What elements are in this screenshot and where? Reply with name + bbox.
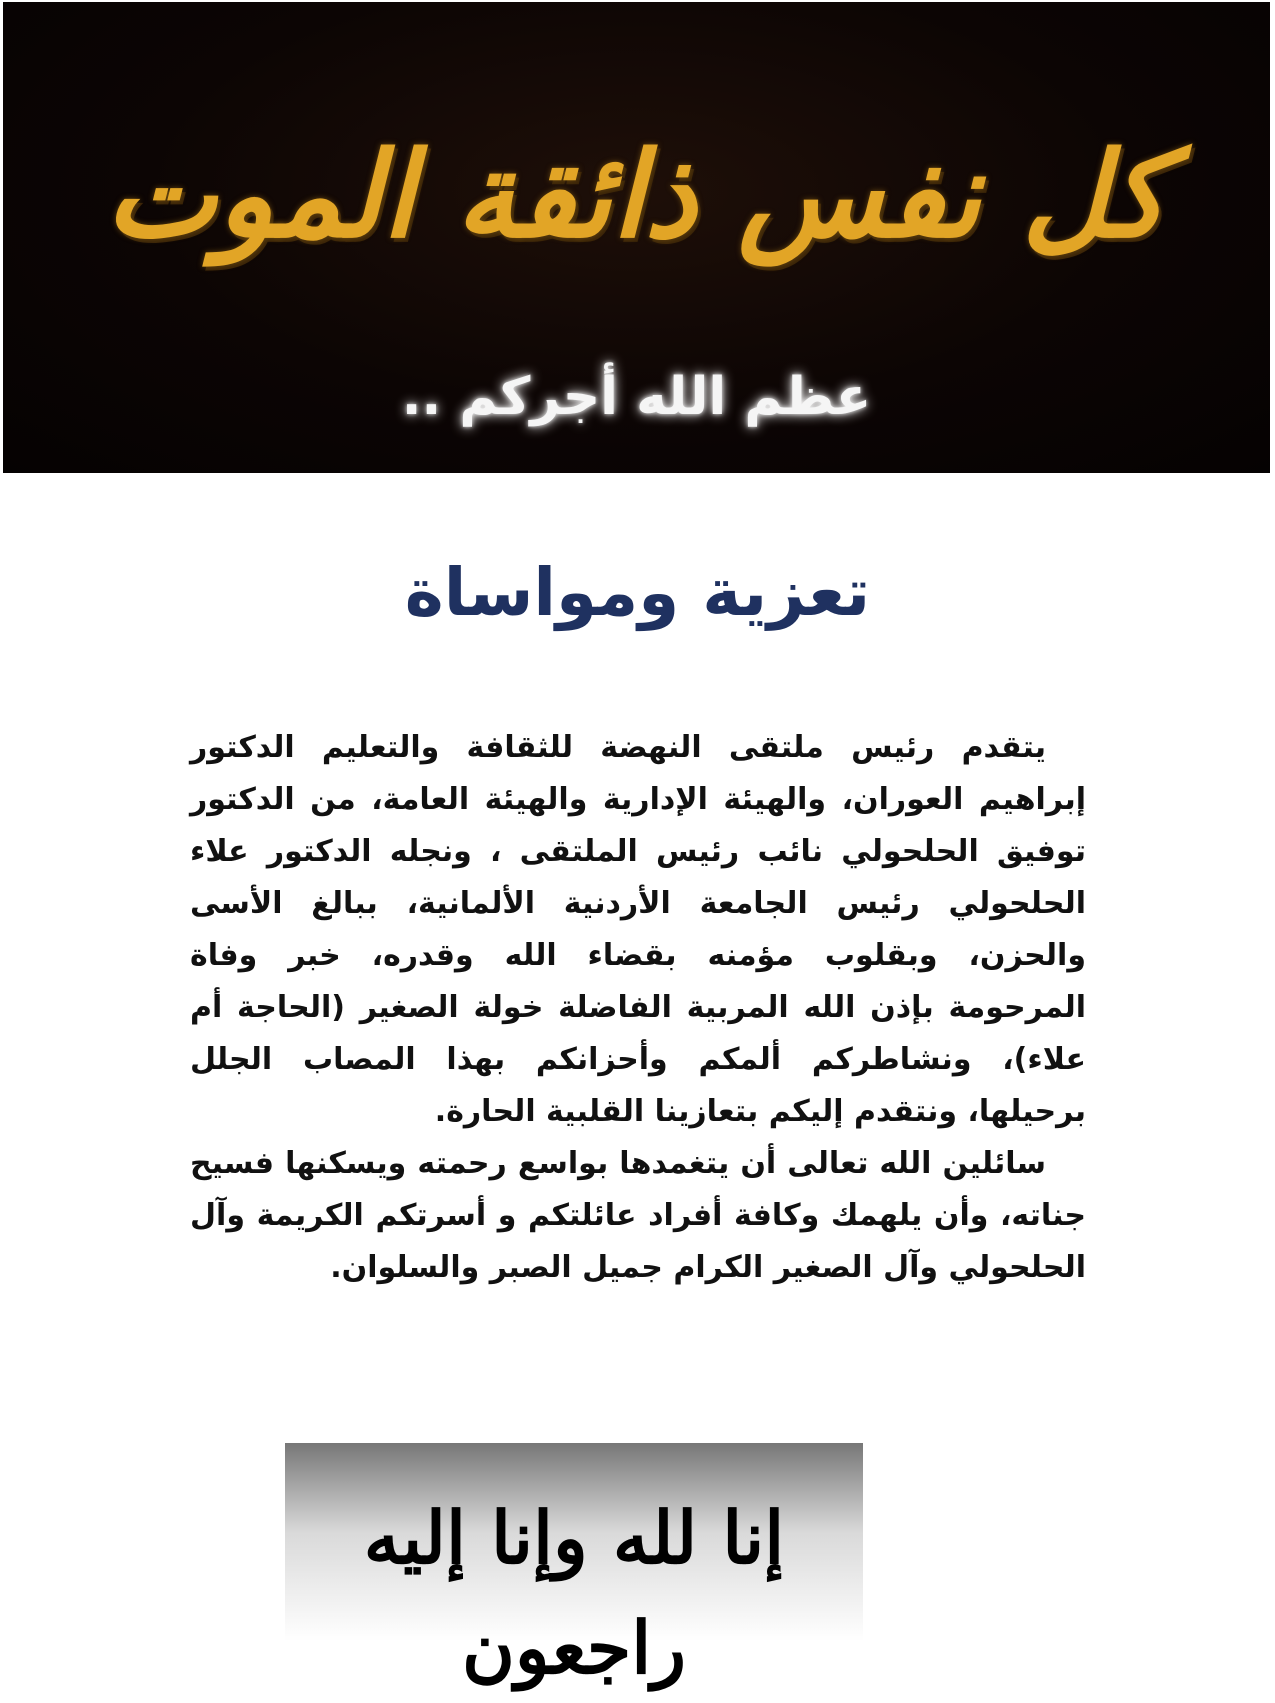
banner-subline: عظم الله أجركم .. (401, 367, 872, 427)
verse-calligraphy (285, 1443, 863, 1690)
page-title: تعزية ومواساة (404, 554, 871, 631)
verse-text: إنا لله وإنا إليه راجعون (363, 1495, 785, 1690)
condolence-body (190, 722, 1086, 1294)
condolence-paragraph-2: سائلين الله تعالى أن يتغمدها بواسع رحمته ويسكنها فسيح جناته، وأن يلهمك وكافة أفراد عائلتكم و أسرتكم الكريمة وآل الحلحولي وآل الصغير الكرام جميل الصبر والسلوان. (190, 1146, 1086, 1285)
banner-headline: كل نفس ذائقة الموت (105, 125, 1168, 264)
condolence-banner (3, 2, 1270, 473)
condolence-paragraph-1: يتقدم رئيس ملتقى النهضة للثقافة والتعليم الدكتور إبراهيم العوران، والهيئة الإدارية والهيئة العامة، من الدكتور توفيق الحلحولي نائب رئيس الملتقى ، ونجله الدكتور علاء الحلحولي رئيس الجامعة الأردنية الألمانية، ببالغ الأسى والحزن، وبقلوب مؤمنه بقضاء الله وقدره، خبر وفاة المرحومة بإذن الله المربية الفاضلة خولة الصغير (الحاجة أم علاء)، ونشاطركم ألمكم وأحزانكم بهذا المصاب الجلل برحيلها، ونتقدم إليكم بتعازينا القلبية الحارة. (190, 730, 1086, 1129)
